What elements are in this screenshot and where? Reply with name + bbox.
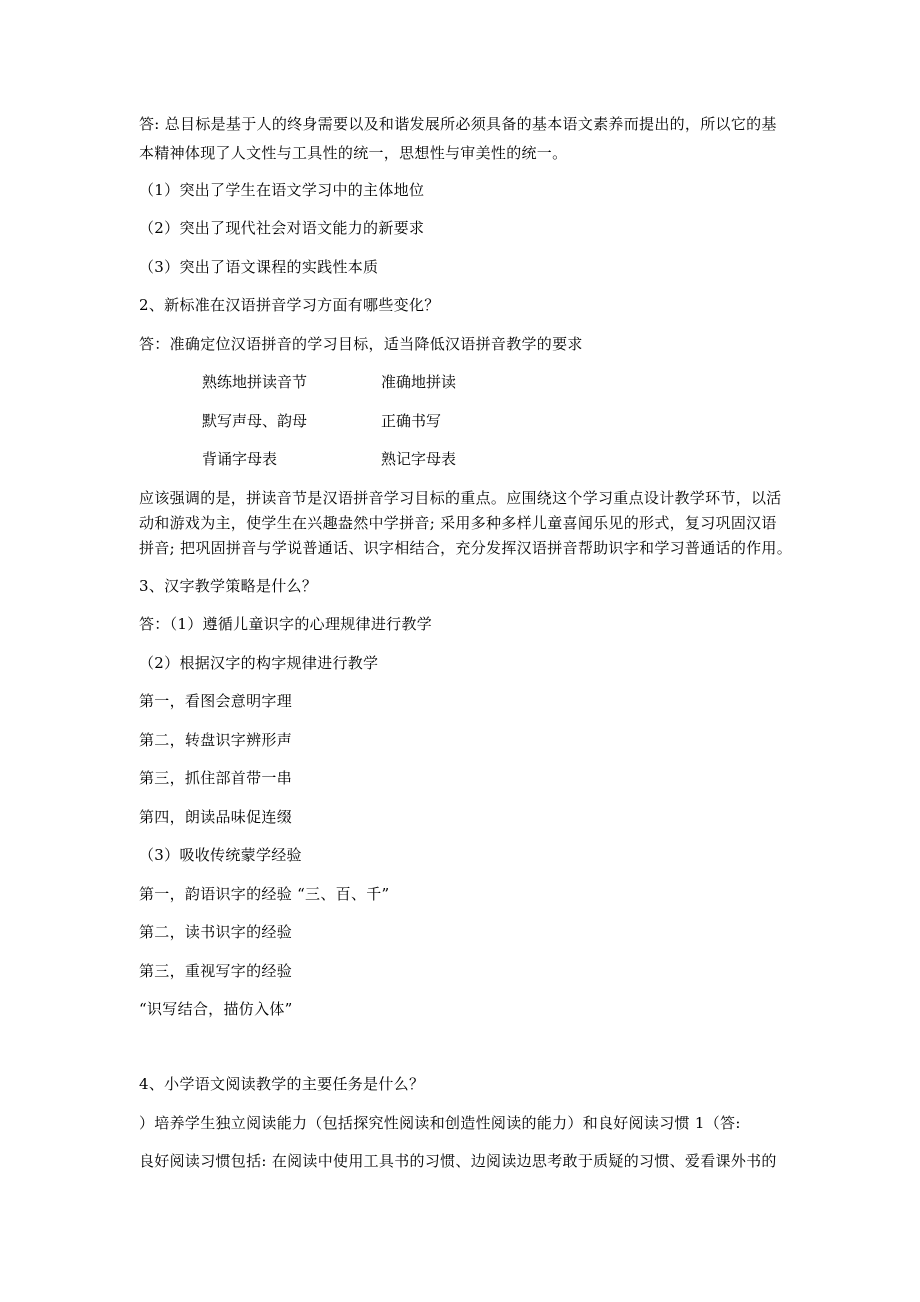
question-3: 3、汉字教学策略是什么？ <box>139 577 318 595</box>
pinyin-old-1: 熟练地拼读音节 <box>202 373 308 391</box>
question-2: 2、新标准在汉语拼音学习方面有哪些变化？ <box>139 296 440 314</box>
strategy-quote: “识写结合，描仿入体” <box>139 1000 293 1018</box>
answer-4-line1: ）培养学生独立阅读能力（包括探究性阅读和创造性阅读的能力）和良好阅读习惯 1（答: <box>139 1114 741 1132</box>
note-line1: 应该强调的是，拼读音节是汉语拼音学习目标的重点。应围绕这个学习重点设计教学环节，以活 <box>139 489 782 507</box>
pinyin-new-1: 准确地拼读 <box>381 373 457 391</box>
point1-2: （2）突出了现代社会对语文能力的新要求 <box>139 219 425 237</box>
answer1-line2: 本精神体现了人文性与工具性的统一，思想性与审美性的统一。 <box>139 144 568 162</box>
answer-3-2: （2）根据汉字的构字规律进行教学 <box>139 654 379 672</box>
point1-1: （1）突出了学生在语文学习中的主体地位 <box>139 181 425 199</box>
answer-3-3: （3）吸收传统蒙学经验 <box>139 846 302 864</box>
answer-4-line2: 良好阅读习惯包括: 在阅读中使用工具书的习惯、边阅读边思考敢于质疑的习惯、爱看课外书的 <box>139 1152 777 1170</box>
question-4: 4、小学语文阅读教学的主要任务是什么？ <box>139 1075 425 1093</box>
answer-3-1: 答：（1）遵循儿童识字的心理规律进行教学 <box>139 615 433 633</box>
answer-2: 答：准确定位汉语拼音的学习目标，适当降低汉语拼音教学的要求 <box>139 335 583 353</box>
strategy-2-item-4: 第四，朗读品味促连缀 <box>139 808 293 826</box>
strategy-2-item-3: 第三，抓住部首带一串 <box>139 769 293 787</box>
point1-3: （3）突出了语文课程的实践性本质 <box>139 258 379 276</box>
strategy-3-item-2: 第二，读书识字的经验 <box>139 923 293 941</box>
strategy-2-item-2: 第二，转盘识字辨形声 <box>139 731 293 749</box>
strategy-2-item-1: 第一，看图会意明字理 <box>139 692 293 710</box>
pinyin-new-2: 正确书写 <box>381 412 442 430</box>
pinyin-old-2: 默写声母、韵母 <box>202 412 308 430</box>
pinyin-new-3: 熟记字母表 <box>381 450 457 468</box>
strategy-3-item-1: 第一，韵语识字的经验 “三、百、千” <box>139 885 390 903</box>
answer1-line1: 答: 总目标是基于人的终身需要以及和谐发展所必须具备的基本语文素养而提出的，所以它的基 <box>139 115 777 133</box>
strategy-3-item-3: 第三，重视写字的经验 <box>139 962 293 980</box>
pinyin-old-3: 背诵字母表 <box>202 450 278 468</box>
note-line3: 拼音; 把巩固拼音与学说普通话、识字相结合，充分发挥汉语拼音帮助识字和学习普通话的作用。 <box>139 539 793 557</box>
note-line2: 动和游戏为主，使学生在兴趣盎然中学拼音; 采用多种多样儿童喜闻乐见的形式，复习巩固汉语 <box>139 514 777 532</box>
